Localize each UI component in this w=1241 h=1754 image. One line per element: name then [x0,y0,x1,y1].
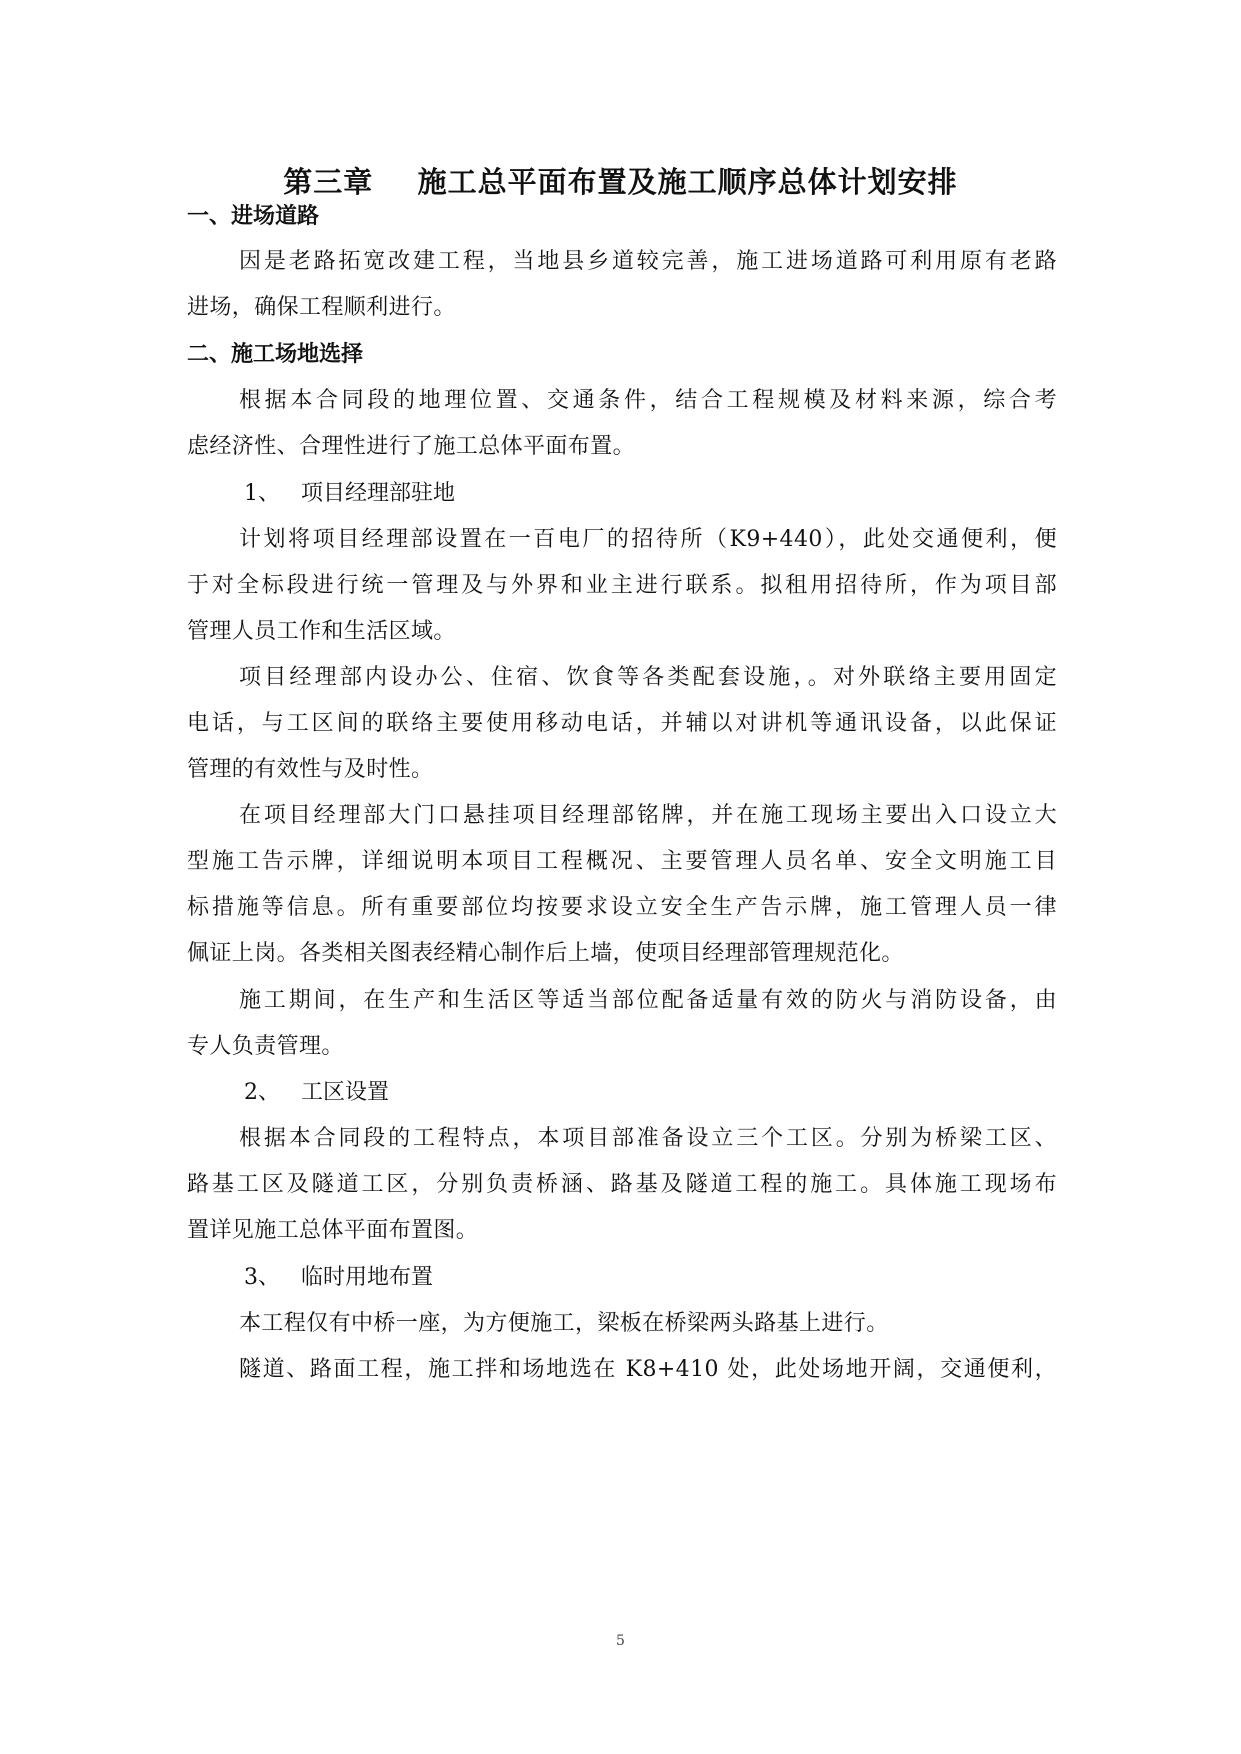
subsection-heading-temporary-land: 3、 临时用地布置 [244,1265,433,1290]
paragraph-line: 施工期间，在生产和生活区等适当部位配备适量有效的防火与消防设备，由 [239,988,1057,1013]
section-heading-site-selection: 二、施工场地选择 [187,341,364,367]
paragraph-line: 项目经理部内设办公、住宿、饮食等各类配套设施，。对外联络主要用固定 [239,665,1057,690]
paragraph-line: 型施工告示牌，详细说明本项目工程概况、主要管理人员名单、安全文明施工目 [187,849,1057,874]
paragraph-line: 标措施等信息。所有重要部位均按要求设立安全生产告示牌，施工管理人员一律 [187,895,1057,920]
paragraph-line: 电话，与工区间的联络主要使用移动电话，并辅以对讲机等通讯设备，以此保证 [187,711,1057,736]
paragraph-line: 管理的有效性与及时性。 [187,757,434,782]
paragraph-line: 专人负责管理。 [187,1034,344,1059]
chapter-title: 第三章 施工总平面布置及施工顺序总体计划安排 [283,165,958,199]
paragraph-line: 根据本合同段的地理位置、交通条件，结合工程规模及材料来源，综合考 [239,388,1057,413]
paragraph-line: 计划将项目经理部设置在一百电厂的招待所（K9+440），此处交通便利，便 [239,527,1057,552]
paragraph-line: 路基工区及隧道工区，分别负责桥涵、路基及隧道工程的施工。具体施工现场布 [187,1172,1057,1197]
paragraph-line: 根据本合同段的工程特点，本项目部准备设立三个工区。分别为桥梁工区、 [239,1126,1057,1151]
paragraph-line: 因是老路拓宽改建工程，当地县乡道较完善，施工进场道路可利用原有老路 [239,249,1057,274]
section-heading-entry-road: 一、进场道路 [187,203,320,229]
subsection-heading-work-zones: 2、 工区设置 [244,1080,389,1105]
paragraph-line: 虑经济性、合理性进行了施工总体平面布置。 [187,434,636,459]
paragraph-line: 本工程仅有中桥一座，为方便施工，梁板在桥梁两头路基上进行。 [239,1311,889,1336]
paragraph-line: 置详见施工总体平面布置图。 [187,1218,479,1243]
subsection-heading-project-office: 1、 项目经理部驻地 [244,481,455,506]
paragraph-line: 隧道、路面工程，施工拌和场地选在 K8+410 处，此处场地开阔，交通便利， [239,1357,1057,1382]
paragraph-line: 佩证上岗。各类相关图表经精心制作后上墙，使项目经理部管理规范化。 [187,941,904,966]
paragraph-line: 管理人员工作和生活区域。 [187,619,456,644]
paragraph-line: 于对全标段进行统一管理及与外界和业主进行联系。拟租用招待所，作为项目部 [187,573,1057,598]
paragraph-line: 进场，确保工程顺利进行。 [187,295,456,320]
paragraph-line: 在项目经理部大门口悬挂项目经理部铭牌，并在施工现场主要出入口设立大 [239,803,1057,828]
page-number: 5 [616,1633,625,1649]
